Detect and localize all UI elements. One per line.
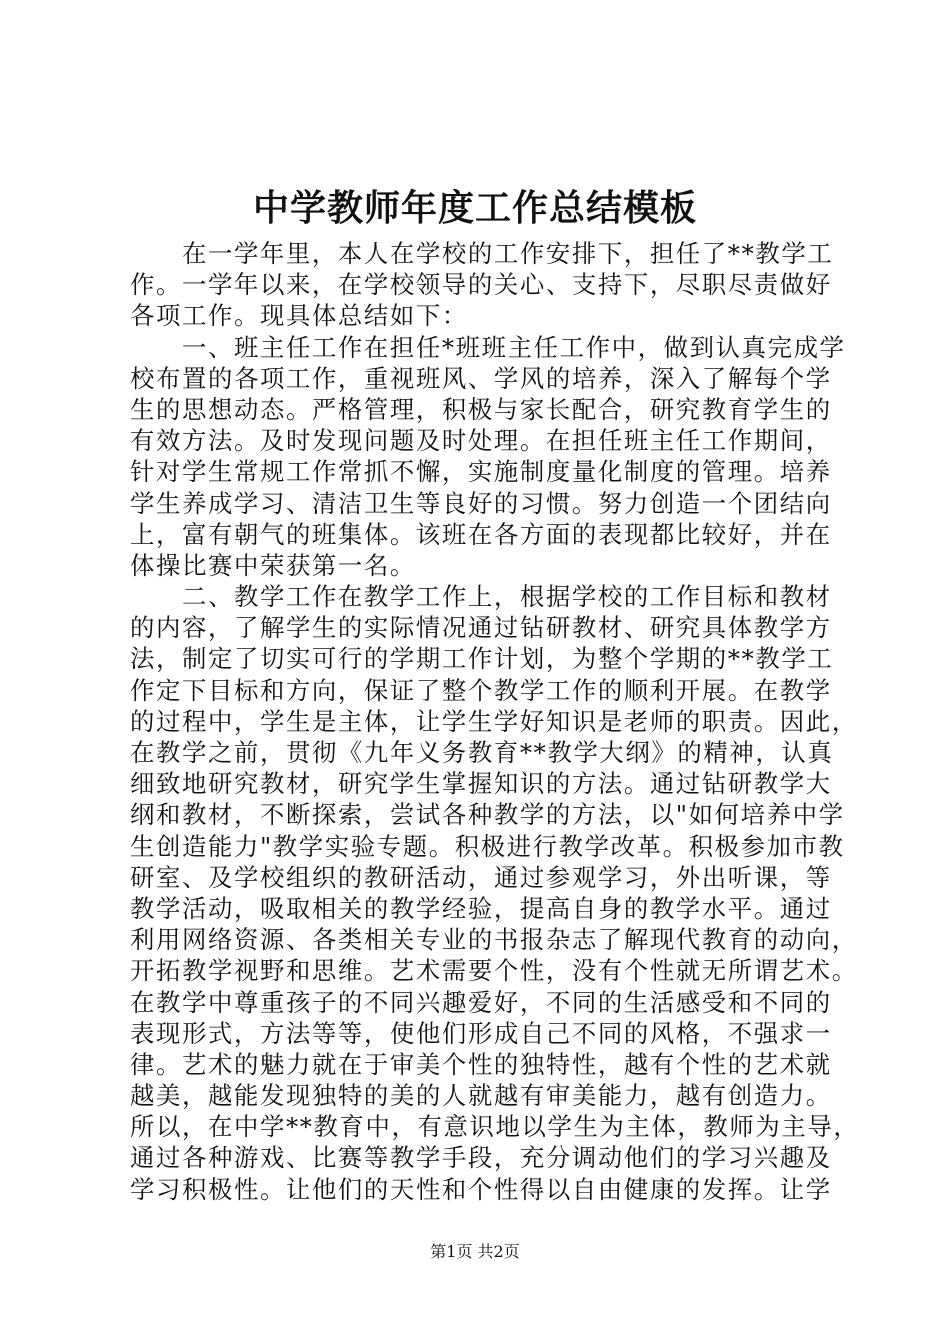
document-body [130, 238, 860, 1205]
text-line: 一、班主任工作在担任*班班主任工作中，做到认真完成学 [130, 332, 846, 362]
text-line: 二、教学工作在教学工作上，根据学校的工作目标和教材 [130, 582, 832, 612]
text-line: 利用网络资源、各类相关专业的书报杂志了解现代教育的动向， [130, 925, 858, 955]
text-line: 通过各种游戏、比赛等教学手段，充分调动他们的学习兴趣及 [130, 1143, 832, 1173]
text-line: 纲和教材，不断探索，尝试各种教学的方法，以"如何培养中学 [130, 800, 845, 830]
page-title: 中学教师年度工作总结模板 [252, 187, 697, 229]
text-line: 学习积极性。让他们的天性和个性得以自由健康的发挥。让学 [130, 1174, 832, 1204]
text-line: 律。艺术的魅力就在于审美个性的独特性，越有个性的艺术就 [130, 1049, 832, 1079]
text-line: 生的思想动态。严格管理，积极与家长配合，研究教育学生的 [130, 394, 832, 424]
text-line: 作。一学年以来，在学校领导的关心、支持下，尽职尽责做好 [130, 270, 832, 300]
text-line: 表现形式，方法等等，使他们形成自己不同的风格，不强求一 [130, 1018, 832, 1048]
text-line: 生创造能力"教学实验专题。积极进行教学改革。积极参加市教 [130, 831, 845, 861]
text-line: 所以，在中学**教育中，有意识地以学生为主体，教师为主导， [130, 1112, 860, 1142]
text-line: 上，富有朝气的班集体。该班在各方面的表现都比较好，并在 [130, 519, 832, 549]
text-line: 校布置的各项工作，重视班风、学风的培养，深入了解每个学 [130, 363, 832, 393]
text-line: 学生养成学习、清洁卫生等良好的习惯。努力创造一个团结向 [130, 488, 832, 518]
text-line: 细致地研究教材，研究学生掌握知识的方法。通过钻研教学大 [130, 769, 832, 799]
text-line: 针对学生常规工作常抓不懈，实施制度量化制度的管理。培养 [130, 457, 832, 487]
text-line: 各项工作。现具体总结如下： [130, 301, 468, 331]
text-line: 研室、及学校组织的教研活动，通过参观学习，外出听课，等 [130, 862, 832, 892]
text-line: 体操比赛中荣获第一名。 [130, 550, 416, 580]
text-line: 在一学年里，本人在学校的工作安排下，担任了**教学工 [130, 239, 834, 268]
text-line: 法，制定了切实可行的学期工作计划，为整个学期的**教学工 [130, 644, 834, 674]
text-line: 有效方法。及时发现问题及时处理。在担任班主任工作期间， [130, 426, 832, 456]
text-line: 的内容，了解学生的实际情况通过钻研教材、研究具体教学方 [130, 613, 832, 643]
text-line: 在教学之前，贯彻《九年义务教育**教学大纲》的精神，认真 [130, 738, 834, 767]
text-line: 教学活动，吸取相关的教学经验，提高自身的教学水平。通过 [130, 893, 832, 923]
text-line: 在教学中尊重孩子的不同兴趣爱好，不同的生活感受和不同的 [130, 987, 832, 1017]
page-footer: 第1页 共2页 [430, 1242, 520, 1261]
text-line: 越美，越能发现独特的美的人就越有审美能力，越有创造力。 [130, 1081, 832, 1111]
text-line: 开拓教学视野和思维。艺术需要个性，没有个性就无所谓艺术。 [130, 956, 858, 986]
text-line: 作定下目标和方向，保证了整个教学工作的顺利开展。在教学 [130, 675, 832, 705]
text-line: 的过程中，学生是主体，让学生学好知识是老师的职责。因此， [130, 706, 858, 736]
